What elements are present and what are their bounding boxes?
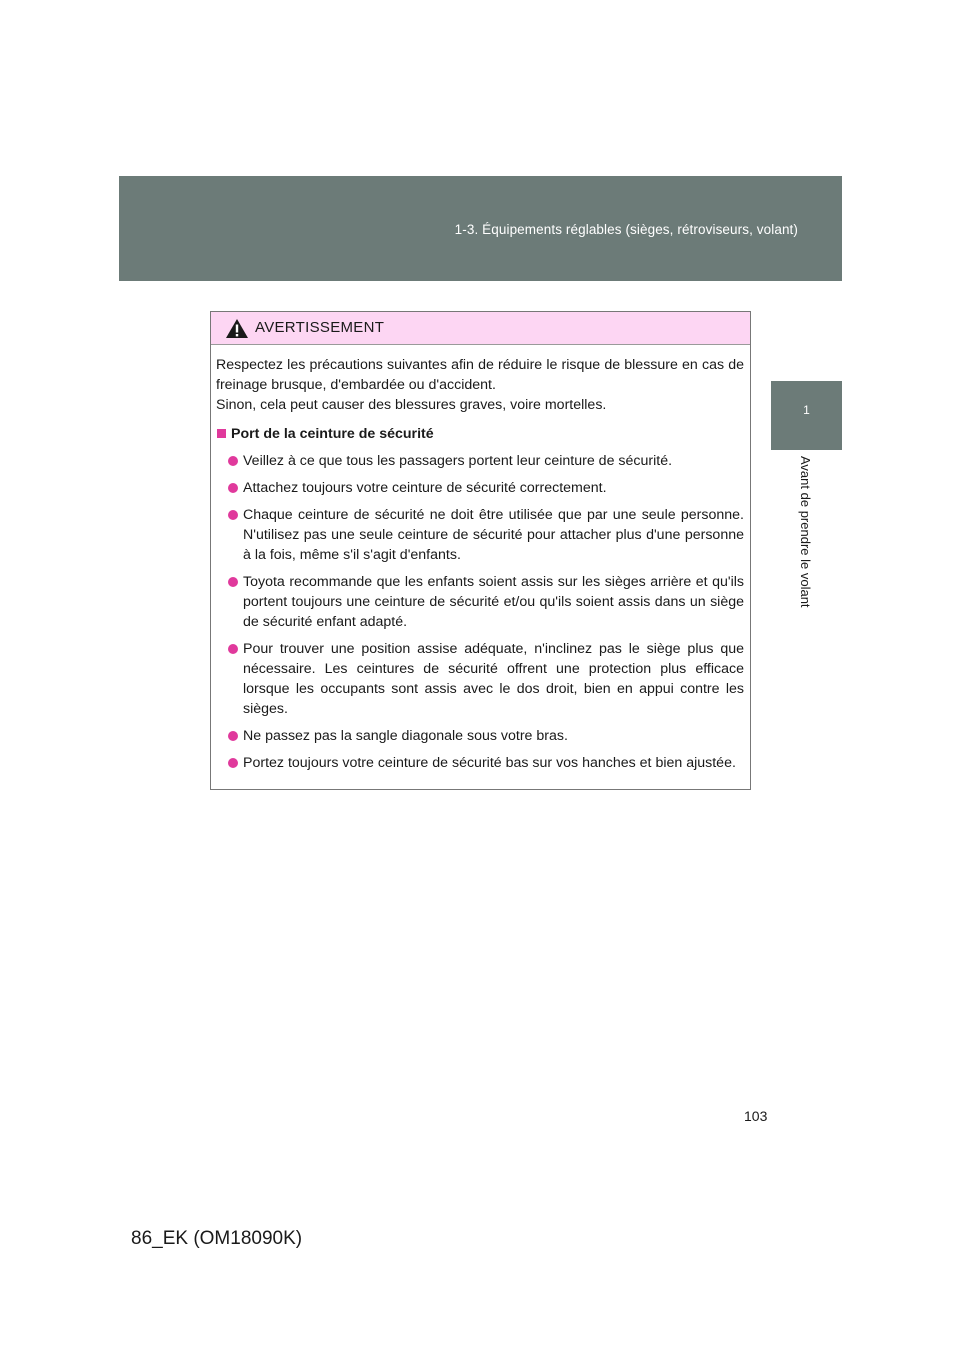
circle-bullet-icon (228, 483, 238, 493)
list-item-text: Attachez toujours votre ceinture de sécurité correctement. (243, 480, 607, 496)
warning-triangle-icon (225, 318, 249, 339)
chapter-label-vertical (797, 456, 817, 631)
square-bullet-icon (217, 429, 226, 438)
intro-line: Sinon, cela peut causer des blessures graves, voire mortelles. (216, 397, 607, 413)
list-item-text: Toyota recommande que les enfants soient assis sur les sièges arrière et qu'ils portent toujours une ceinture de sécurité et/ou qu'ils soient assis dans un siège de sécurité enfant adapté. (243, 574, 744, 630)
warning-intro (216, 355, 744, 415)
list-item-text: Ne passez pas la sangle diagonale sous votre bras. (243, 728, 568, 744)
circle-bullet-icon (228, 577, 238, 587)
circle-bullet-icon (228, 510, 238, 520)
circle-bullet-icon (228, 644, 238, 654)
subsection-heading (216, 424, 744, 444)
list-item (216, 753, 744, 773)
subsection-title: Port de la ceinture de sécurité (231, 426, 434, 442)
circle-bullet-icon (228, 731, 238, 741)
section-title: 1-3. Équipements réglables (sièges, rétroviseurs, volant) (454, 222, 798, 237)
warning-box (210, 311, 751, 790)
list-item-text: Veillez à ce que tous les passagers portent leur ceinture de sécurité. (243, 453, 673, 469)
list-item (216, 505, 744, 565)
warning-title: AVERTISSEMENT (255, 319, 385, 336)
list-item-text: Portez toujours votre ceinture de sécurité bas sur vos hanches et bien ajustée. (243, 755, 736, 771)
circle-bullet-icon (228, 758, 238, 768)
list-item (216, 639, 744, 719)
circle-bullet-icon (228, 456, 238, 466)
chapter-tab (771, 381, 842, 450)
warning-header (211, 312, 750, 345)
warning-body (211, 345, 750, 773)
chapter-label: Avant de prendre le volant (798, 456, 813, 608)
header-band (119, 176, 842, 281)
intro-line: Respectez les précautions suivantes afin de réduire le risque de blessure en cas de freinage brusque, d'embardée ou d'accident. (216, 357, 744, 393)
page-number: 103 (744, 1108, 768, 1124)
chapter-number: 1 (803, 403, 810, 417)
list-item (216, 726, 744, 746)
list-item (216, 572, 744, 632)
list-item-text: Pour trouver une position assise adéquate, n'inclinez pas le siège plus que nécessaire. Les ceintures de sécurité offrent une protection plus efficace lorsque les occupants sont assis avec le dos droit, bien en appui contre les sièges. (243, 641, 744, 717)
list-item-text: Chaque ceinture de sécurité ne doit être utilisée que par une seule personne. N'utilisez pas une seule ceinture de sécurité pour attacher plus d'une personne à la fois, même s'il s'agit d'enfants. (243, 507, 744, 563)
list-item (216, 478, 744, 498)
list-item (216, 451, 744, 471)
document-code: 86_EK (OM18090K) (131, 1228, 303, 1249)
